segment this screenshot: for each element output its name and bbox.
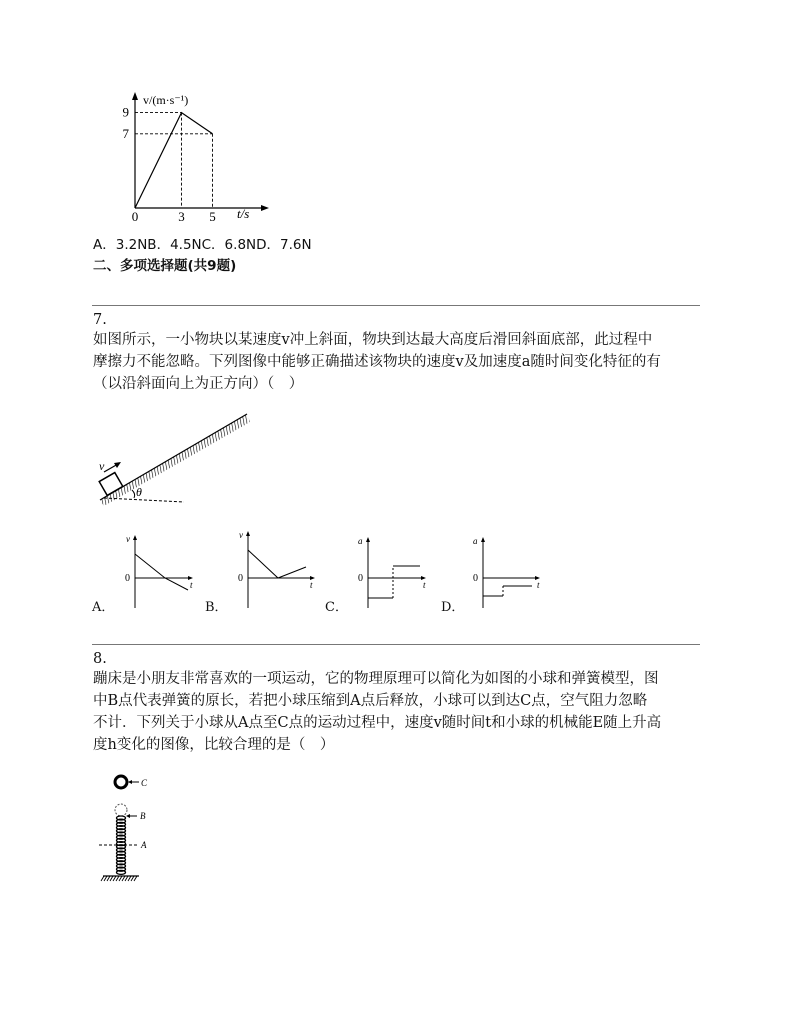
graph-d-t-label: t	[537, 580, 540, 590]
label-c: C	[141, 778, 148, 788]
hatch-line	[116, 876, 119, 881]
q7-option-a[interactable]: A．	[92, 600, 115, 615]
q8-text-line4: 度h变化的图像，比较合理的是（ ）	[93, 737, 335, 753]
q7-text-line2: 摩擦力不能忽略。下列图像中能够正确描述该物块的速度v及加速度a随时间变化特征的有	[93, 354, 661, 370]
graph-d	[473, 536, 540, 608]
hatch-line	[113, 876, 116, 881]
graph-b-t-label: t	[310, 580, 313, 590]
ground-hatch	[101, 876, 137, 881]
hatch-line	[131, 876, 134, 881]
divider-q7	[92, 305, 700, 306]
graph-c-t-label: t	[423, 580, 426, 590]
graph-b-v-label: v	[239, 530, 243, 540]
graph-a-curve	[135, 554, 188, 590]
hatch-line	[134, 876, 137, 881]
label-b: B	[140, 811, 146, 821]
incline-figure	[92, 410, 262, 510]
xtick-label-0: 0	[131, 209, 139, 224]
ytick-label-9: 9	[122, 104, 129, 120]
hatch-line	[125, 876, 128, 881]
graph-d-a-label: a	[473, 536, 478, 546]
q7-text-line1: 如图所示，一小物块以某速度v冲上斜面，物块到达最大高度后滑回斜面底部，此过程中	[93, 332, 653, 348]
ground-dashed	[104, 498, 184, 502]
graph-c	[358, 536, 426, 608]
divider-q8	[92, 644, 700, 645]
label-a: A	[141, 840, 147, 850]
graph-a	[125, 534, 193, 608]
velocity-label: v	[99, 459, 105, 473]
spring-figure	[95, 772, 165, 887]
hatch-line	[110, 876, 113, 881]
q6-answer-options: A．3.2NB．4.5NC．6.8ND．7.6N	[93, 237, 312, 253]
hatch-line	[101, 876, 104, 881]
q7-text-line3: （以沿斜面向上为正方向）（ ）	[93, 376, 304, 392]
hatch-line	[104, 876, 107, 881]
ytick-label-7: 7	[122, 125, 129, 141]
q7-option-graphs	[90, 530, 550, 615]
coil-loop	[117, 870, 126, 874]
graph-b-zero: 0	[238, 573, 243, 584]
graph-a-v-label: v	[126, 534, 130, 544]
x-axis-label: t/s	[237, 206, 250, 221]
ball-at-c	[115, 776, 127, 788]
graph-a-t-label: t	[190, 580, 193, 590]
graph-d-zero: 0	[473, 573, 478, 584]
hatch-line	[119, 876, 122, 881]
graph-c-a-label: a	[358, 536, 363, 546]
velocity-time-chart	[95, 90, 275, 225]
angle-arc	[132, 490, 135, 498]
q7-number: 7.	[93, 312, 107, 328]
y-axis-arrow	[132, 92, 138, 100]
q7-option-b[interactable]: B．	[205, 600, 228, 615]
q8-text-line2: 中B点代表弹簧的原长，若把小球压缩到A点后释放，小球可以到达C点，空气阻力忽略	[93, 693, 648, 709]
angle-label: θ	[136, 485, 142, 499]
q7-option-c[interactable]: C．	[325, 600, 348, 615]
section-heading: 二、多项选择题(共9题)	[93, 258, 237, 274]
xtick-label-5: 5	[209, 209, 216, 224]
graph-c-zero: 0	[358, 573, 363, 584]
q8-number: 8.	[93, 651, 107, 667]
hatch-line	[122, 876, 125, 881]
q7-option-d[interactable]: D．	[441, 600, 465, 615]
incline-hatch	[100, 414, 250, 506]
x-axis-arrow	[261, 205, 269, 211]
q8-text-line1: 蹦床是小朋友非常喜欢的一项运动，它的物理原理可以简化为如图的小球和弹簧模型，图	[93, 671, 659, 687]
graph-b	[238, 530, 315, 608]
graph-a-zero: 0	[125, 573, 130, 584]
q8-text-line3: 不计．下列关于小球从A点至C点的运动过程中，速度v随时间t和小球的机械能E随上升高	[93, 715, 662, 731]
xtick-label-3: 3	[178, 209, 185, 224]
series-line	[135, 113, 213, 208]
graph-b-curve	[248, 550, 306, 578]
hatch-line	[107, 876, 110, 881]
hatch-line	[128, 876, 131, 881]
ball-at-b	[115, 804, 127, 816]
y-axis-label: v/(m·s⁻¹)	[143, 93, 189, 107]
